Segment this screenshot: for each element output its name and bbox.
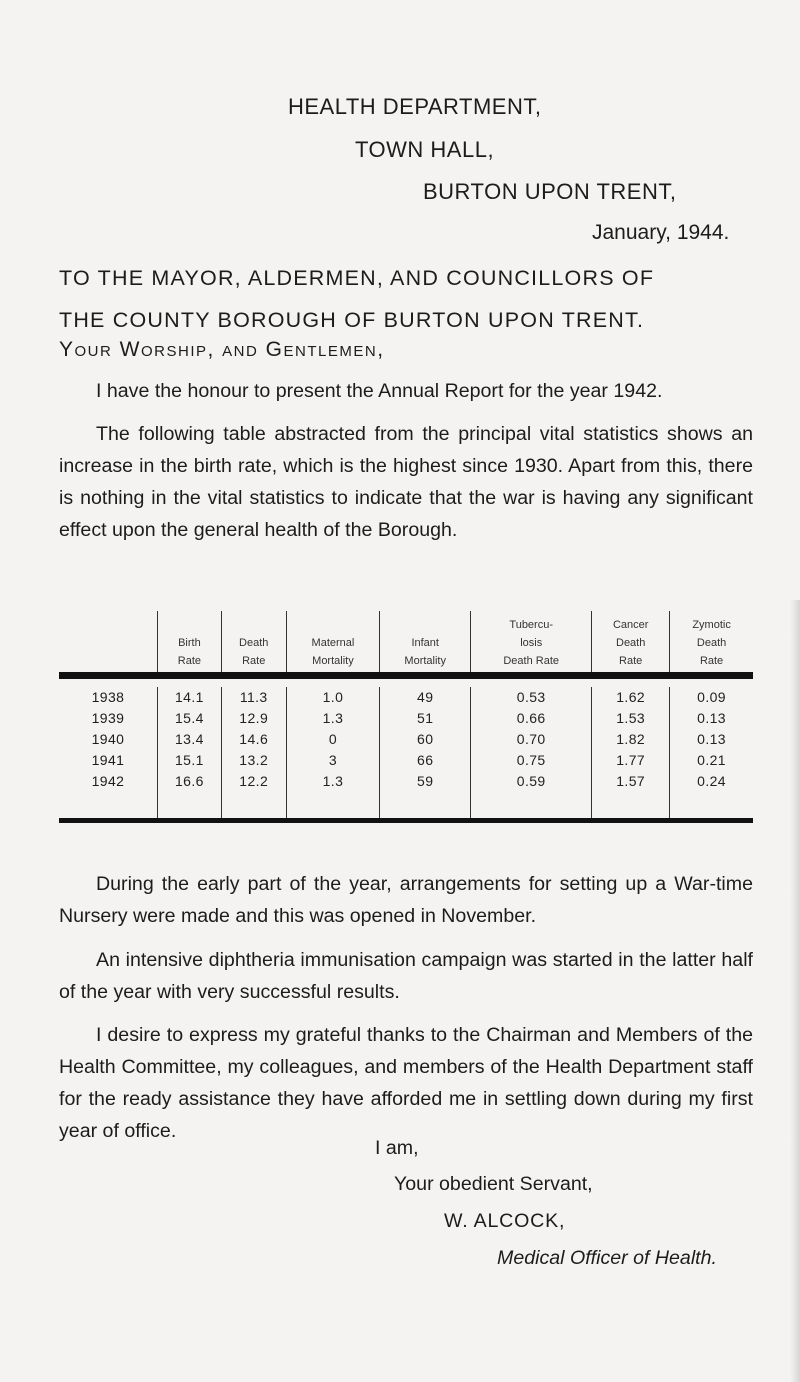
table-cell: 0.13 [670,708,753,729]
header-text: Tubercu- losis Death Rate [503,618,560,667]
paragraph-nursery [59,868,753,932]
header-zymotic-death-rate [670,611,753,674]
row-year: 1940 [91,731,125,747]
table-cell: 0.09 [670,687,753,708]
letter-date: January, 1944. [592,221,730,244]
table-cell: 1.3 [286,708,380,729]
paragraph-diphtheria-text: An intensive diphtheria immunisation campaign was started in the latter half of the year with very successful results. [59,949,753,1003]
table-cell: 14.1 [158,687,222,708]
spacer-cell [59,792,158,821]
header-text: Maternal Mortality [311,636,355,667]
table-row [59,729,753,750]
table-cell: 14.6 [221,729,286,750]
paragraph-vital-statistics-text: The following table abstracted from the principal vital statistics shows an increase in the birth rate, which is the highest since 1930. Apart from this, there is nothing in the vital statistics to indicate that the war is having any significant effect upon the general health of the Borough. [59,423,753,541]
paragraph-vital-statistics [59,418,753,546]
table-cell: 12.2 [221,771,286,792]
table-cell: 16.6 [158,771,222,792]
paragraph-nursery-text: During the early part of the year, arrangements for setting up a War-time Nursery were made and this was opened in November. [59,873,753,927]
paragraph-thanks-text: I desire to express my grateful thanks to the Chairman and Members of the Health Committee, my colleagues, and members of the Health Department staff for the ready assistance they have afforded me in settling down during my first year of office. [59,1024,753,1142]
table-cell: 59 [380,771,471,792]
spacer-cell [670,792,753,821]
header-birth-rate [158,611,222,674]
header-tuberculosis-death-rate [471,611,592,674]
table-cell: 13.4 [158,729,222,750]
closing-i-am: I am, [375,1137,419,1159]
addressee-line-2: THE COUNTY BOROUGH OF BURTON UPON TRENT. [59,308,645,332]
table-cell: 0 [286,729,380,750]
table-cell: 51 [380,708,471,729]
row-year: 1941 [91,752,125,768]
closing-servant: Your obedient Servant, [394,1173,593,1195]
address-line-town-hall: TOWN HALL, [355,137,495,162]
table-cell: 1.57 [592,771,670,792]
table-cell: 15.1 [158,750,222,771]
table-cell: 0.66 [471,708,592,729]
paragraph-intro-text: I have the honour to present the Annual Report for the year 1942. [96,380,663,402]
header-infant-mortality [380,611,471,674]
header-text: Cancer Death Rate [612,618,649,667]
vital-statistics-table [59,611,753,823]
header-text: Birth Rate [177,636,202,667]
table-cell: 3 [286,750,380,771]
table-spacer-row [59,792,753,821]
table-cell: 60 [380,729,471,750]
table-cell: 1.77 [592,750,670,771]
table-header-row [59,611,753,674]
paragraph-thanks [59,1019,753,1147]
spacer-cell [221,792,286,821]
table-cell: 0.21 [670,750,753,771]
header-year [59,611,158,674]
table-cell: 11.3 [221,687,286,708]
table-cell: 15.4 [158,708,222,729]
paragraph-diphtheria [59,944,753,1008]
row-year: 1942 [91,773,125,789]
table-cell: 0.59 [471,771,592,792]
spacer-cell [592,792,670,821]
table-cell: 12.9 [221,708,286,729]
table-cell: 1.62 [592,687,670,708]
spacer-cell [380,792,471,821]
table-cell: 49 [380,687,471,708]
table-cell: 1.53 [592,708,670,729]
table-cell: 66 [380,750,471,771]
row-year: 1939 [91,710,125,726]
table-row [59,750,753,771]
table-row [59,687,753,708]
header-death-rate [221,611,286,674]
paragraph-intro [59,375,753,407]
header-text: Death Rate [239,636,269,667]
header-maternal-mortality [286,611,380,674]
table-row [59,708,753,729]
table-cell: 0.75 [471,750,592,771]
table-cell: 1.0 [286,687,380,708]
signatory-title: Medical Officer of Health. [497,1247,717,1269]
header-text: Zymotic Death Rate [692,618,731,667]
table-cell: 1.82 [592,729,670,750]
header-cancer-death-rate [592,611,670,674]
spacer-cell [286,792,380,821]
table-cell: 0.53 [471,687,592,708]
table-cell: 0.70 [471,729,592,750]
salutation: Your Worship, and Gentlemen, [59,338,385,361]
table-row [59,771,753,792]
signatory-name: W. ALCOCK, [444,1210,566,1232]
spacer-cell [471,792,592,821]
table-bottom-rule [59,820,753,823]
row-year: 1938 [91,689,125,705]
page-edge-shadow [790,600,800,1382]
table-cell: 0.13 [670,729,753,750]
table-cell: 13.2 [221,750,286,771]
header-text: Infant Mortality [404,636,446,667]
addressee-line-1: TO THE MAYOR, ALDERMEN, AND COUNCILLORS OF [59,266,655,290]
spacer-cell [158,792,222,821]
table-cell: 0.24 [670,771,753,792]
address-line-town: BURTON UPON TRENT, [423,179,677,204]
address-line-department: HEALTH DEPARTMENT, [288,94,542,119]
table-cell: 1.3 [286,771,380,792]
table-spacer-row [59,679,753,687]
